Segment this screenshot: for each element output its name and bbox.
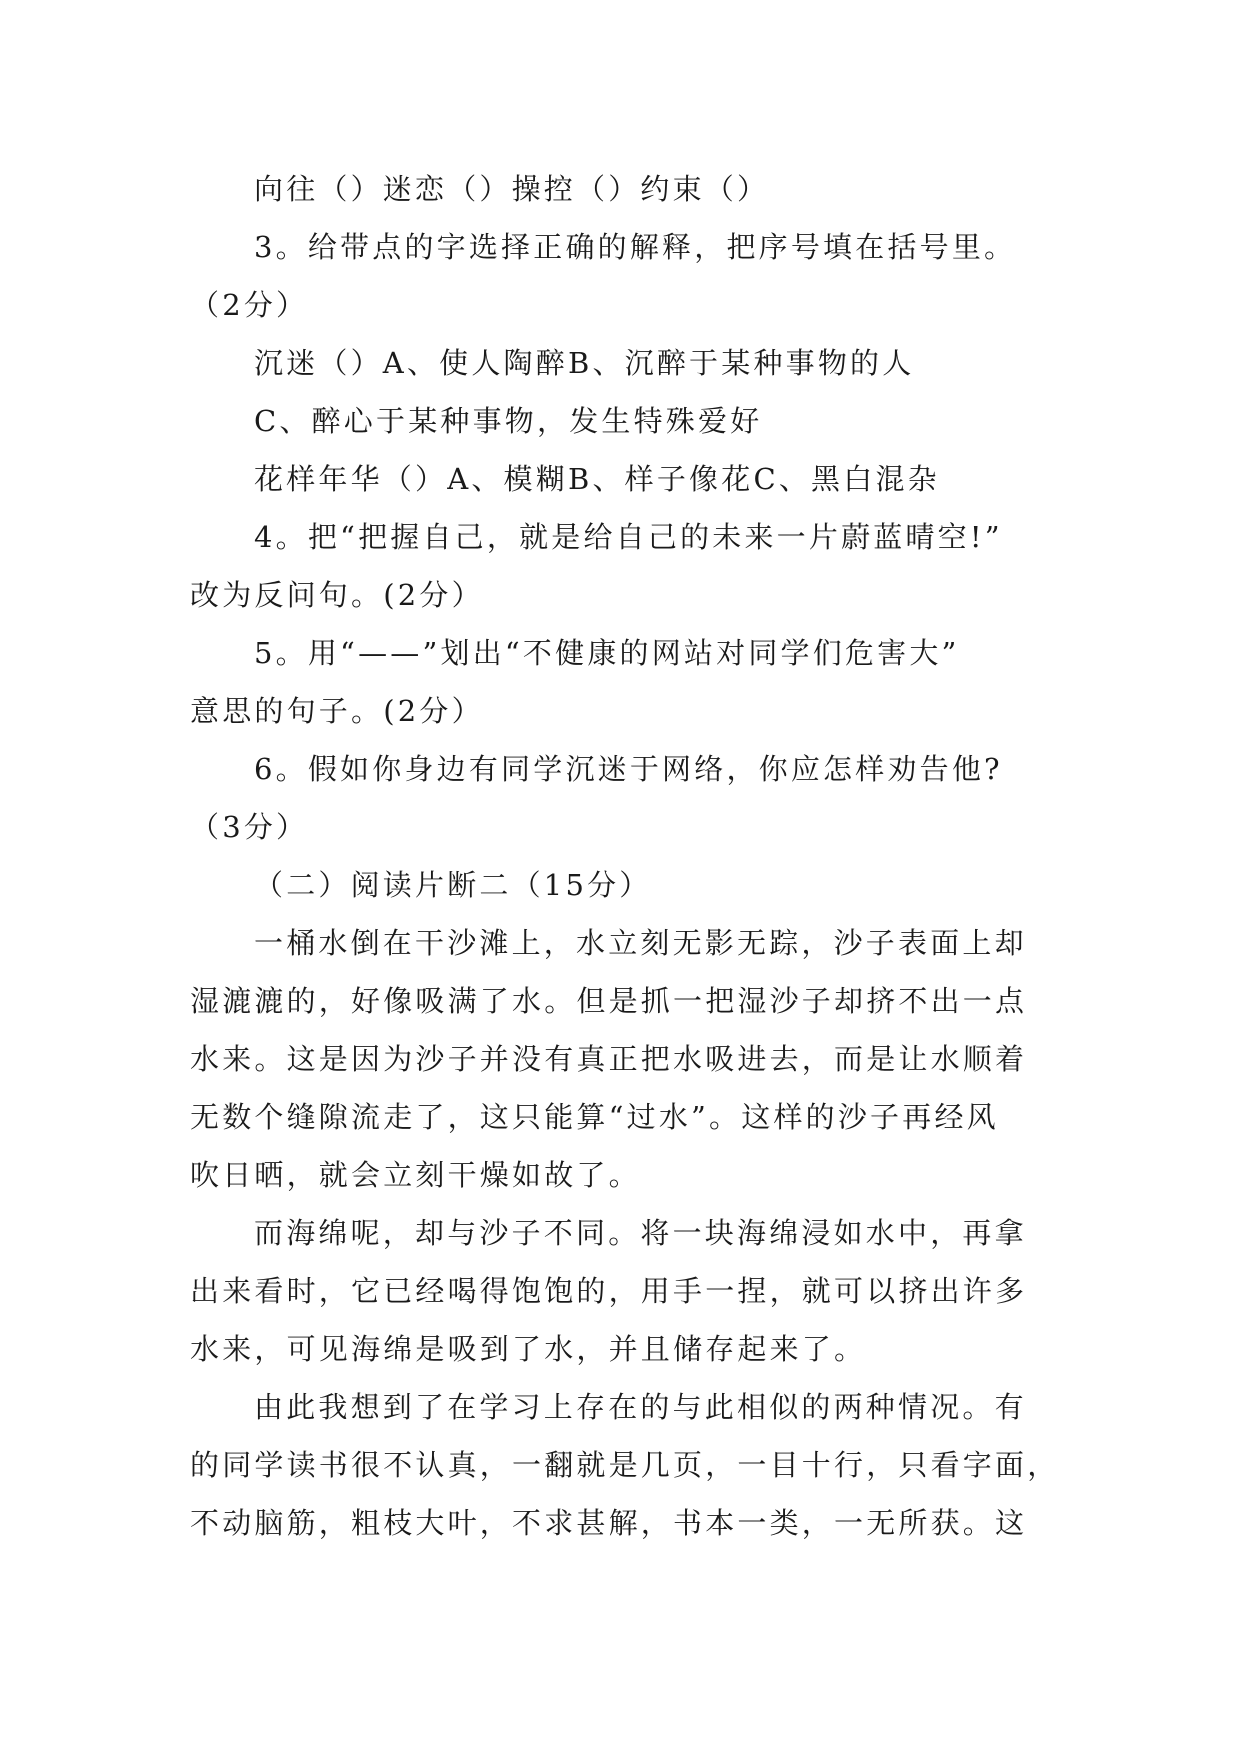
question-3-option-1: 沉迷（）A、使人陶醉B、沉醉于某种事物的人: [254, 346, 915, 380]
passage-line: 水来，可见海绵是吸到了水，并且储存起来了。: [190, 1332, 867, 1366]
passage-paragraph-1: 一桶水倒在干沙滩上，水立刻无影无踪，沙子表面上却: [254, 926, 1027, 960]
question-6-score: （3分）: [190, 810, 309, 844]
question-4-cont: 改为反问句。(2分）: [190, 578, 484, 612]
passage-line: 的同学读书很不认真，一翻就是几页，一目十行，只看字面，: [190, 1448, 1060, 1482]
passage-line: 无数个缝隙流走了，这只能算“过水”。这样的沙子再经风: [190, 1100, 999, 1134]
passage-line: 不动脑筋，粗枝大叶，不求甚解，书本一类，一无所获。这: [190, 1506, 1028, 1540]
passage-line: 出来看时，它已经喝得饱饱的，用手一捏，就可以挤出许多: [190, 1274, 1028, 1308]
passage-paragraph-3: 由此我想到了在学习上存在的与此相似的两种情况。有: [254, 1390, 1027, 1424]
question-3-score: （2分）: [190, 288, 309, 322]
passage-paragraph-2: 而海绵呢，却与沙子不同。将一块海绵浸如水中，再拿: [254, 1216, 1027, 1250]
document-body: [190, 160, 1070, 1552]
question-3: 3。给带点的字选择正确的解释，把序号填在括号里。: [254, 230, 1017, 264]
question-5: 5。用“——”划出“不健康的网站对同学们危害大”: [254, 636, 960, 670]
passage-line: 水来。这是因为沙子并没有真正把水吸进去，而是让水顺着: [190, 1042, 1028, 1076]
text-line: 向往（）迷恋（）操控（）约束（）: [254, 172, 770, 206]
question-3-option-1-cont: C、醉心于某种事物，发生特殊爱好: [254, 404, 763, 438]
question-6: 6。假如你身边有同学沉迷于网络，你应怎样劝告他?: [254, 752, 1003, 786]
question-5-cont: 意思的句子。(2分）: [190, 694, 484, 728]
passage-line: 吹日晒，就会立刻干燥如故了。: [190, 1158, 641, 1192]
passage-line: 湿漉漉的，好像吸满了水。但是抓一把湿沙子却挤不出一点: [190, 984, 1028, 1018]
question-4: 4。把“把握自己，就是给自己的未来一片蔚蓝晴空!”: [254, 520, 1003, 554]
section-heading: （二）阅读片断二（15分）: [254, 868, 652, 902]
question-3-option-2: 花样年华（）A、模糊B、样子像花C、黑白混杂: [254, 462, 940, 496]
